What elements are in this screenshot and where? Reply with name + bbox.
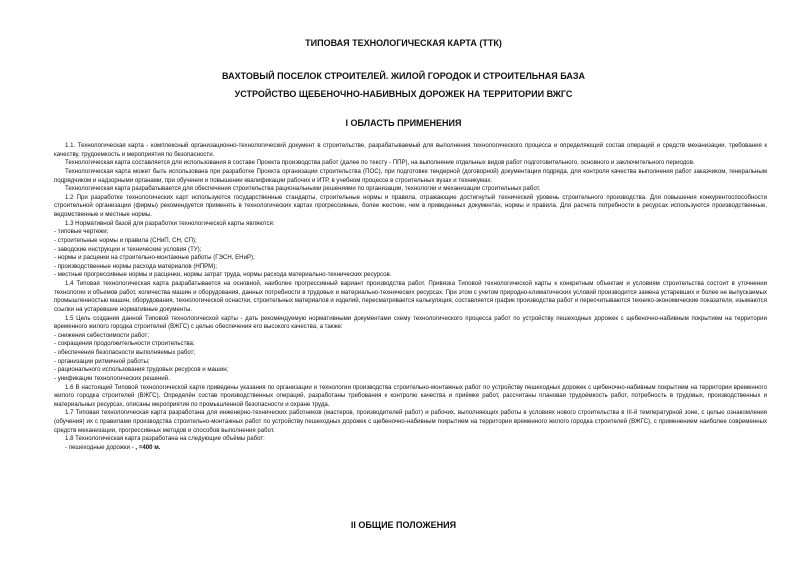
work-volume-value: , =400 м. [135,443,161,451]
list-item: - сокращения продолжительности строительства; [54,340,195,348]
paragraph-pos: Технологическая карта может быть использована при разработке Проекта организации строительства (ПОС), при подготовке тендерной (договорной) документации подряда, для контроля качества выполнения работ заказчиком, генеральным подрядчиком и надзорными органами, при обучении и повышении квалификации рабочих и ИТР, в учебном процессе в строительных вузах и техникумах. [54,167,767,184]
document-subtitle: ВАХТОВЫЙ ПОСЕЛОК СТРОИТЕЛЕЙ. ЖИЛОЙ ГОРОДОК И СТРОИТЕЛЬНАЯ БАЗА [222,71,585,81]
section-heading-general: II ОБЩИЕ ПОЛОЖЕНИЯ [350,520,457,530]
paragraph-1-5: 1.5 Цель создания данной Типовой технологической карты - дать рекомендуемую нормативными документами схему технологического процесса работ по устройству пешеходных дорожек с щебеночно-набивным покрытием на территории временного жилого городка строителей (ВЖГС) с целью обеспечения его высокого качества, а также: [54,314,767,331]
paragraph-usage: Технологическая карта составляется для использования в составе Проекта производства работ (далее по тексту - ППР), на выполнение отдельных видов работ подготовительного, основного и заключительного периодов. [65,159,695,167]
paragraph-1-4: 1.4 Типовая технологическая карта разрабатывается на основной, наиболее прогрессивный вариант производства работ. Привязка Типовой технологической карты к конкретным объектам и условиям строительства состоит в уточнении технологии и объемов работ, количества машин и оборудования, данных потребности в трудовых и материально-технических ресурсах. При этом с учетом природно-климатических условий производится замена устаревших и более не выпускаемых промышленностью машин, оборудования, технологической оснастки, строительных материалов и изделий, пересматривается калькуляция, составляется график производства работ и пересчитываются технико-экономические показатели, изымаются ссылки на устаревшие нормативные документы. [54,280,767,313]
paragraph-1-7: 1.7 Типовая технологическая карта разработана для инженерно-технических работников (мастеров, производителей работ) и рабочих, выполняющих работы в условиях нового строительства в III-й температурной зоне, с целью ознакомления (обучения) их с правилами производства строительно-монтажных работ по устройству пешеходных дорожек с щебеночно-набивным покрытием на территории временного жилого городка строителей (ВЖГС), с применением наиболее современных средств механизации, прогрессивных методов и способов выполнения работ. [54,409,767,434]
paragraph-1-1: 1.1. Технологическая карта - комплексный организационно-технологический документ в строительстве, разрабатываемый для выполнения технологического процесса и определяющий состав операций и средств механизации, требования к качеству, трудоемкость и мероприятия по безопасности. [54,142,767,158]
work-volume-line [54,444,767,453]
document-topic: УСТРОЙСТВО ЩЕБЕНОЧНО-НАБИВНЫХ ДОРОЖЕК НА ТЕРРИТОРИИ ВЖГС [234,89,573,99]
work-volume-label: - пешеходные дорожки - [65,443,136,451]
list-item: - организации ритмичной работы; [54,357,150,365]
list-item: - местные прогрессивные нормы и расценки, нормы затрат труда, нормы расхода материально-технических ресурсов. [54,271,392,279]
list-item: - рационального использования трудовых ресурсов и машин; [54,366,229,374]
document-body [54,142,767,453]
document-title: ТИПОВАЯ ТЕХНОЛОГИЧЕСКАЯ КАРТА (ТТК) [305,38,502,48]
list-item: - нормы и расценки на строительно-монтажные работы (ГЭСН, ЕНиР); [54,254,255,262]
section-heading-scope: I ОБЛАСТЬ ПРИМЕНЕНИЯ [345,118,462,128]
list-item: - унификации технологических решений. [54,374,170,382]
paragraph-1-6: 1.6 В настоящей Типовой технологической карте приведены указания по организации и технологии производства строительно-монтажных работ по устройству пешеходных дорожек с щебеночно-набивным покрытием на территории временного жилого городка строителей (ВЖГС). Определён состав производственных операций, разработаны требования к контролю качества и приёмке работ, рассчитаны плановая трудоёмкость работ, потребность в трудовых, производственных и материальных ресурсах, описаны мероприятия по промышленной безопасности и охране труда. [54,383,767,408]
list-item: - типовые чертежи; [54,228,109,236]
paragraph-1-3: 1.3 Нормативной базой для разработки технологической карты являются: [65,219,275,227]
list-item: - производственные нормы расхода материалов (НПРМ); [54,262,217,270]
list-item: - заводские инструкции и технические условия (ТУ); [54,245,202,253]
paragraph-1-2: 1.2 При разработке технологических карт используются государственные стандарты, строительные нормы и правила, отражающие достигнутый технический уровень строительного производства. Для повышения конкурентоспособности строительной организации (фирмы) рекомендуется применять в технологических картах прогрессивные, более жесткие, чем в приведенных документах, нормы и правила. Для расчета потребности в ресурсах используются производственные, ведомственные и местные нормы. [54,193,767,218]
paragraph-1-8: 1.8 Технологическая карта разработана на следующие объёмы работ: [65,435,265,443]
paragraph-purpose: Технологическая карта разрабатывается для обеспечения строительства рациональными решениями по организации, технологии и механизации строительных работ. [65,185,541,193]
list-item: - снижения себестоимости работ; [54,331,150,339]
list-item: - обеспечения безопасности выполняемых работ; [54,349,196,356]
list-item: - строительные нормы и правила (СНиП, СН, СП); [54,236,197,244]
